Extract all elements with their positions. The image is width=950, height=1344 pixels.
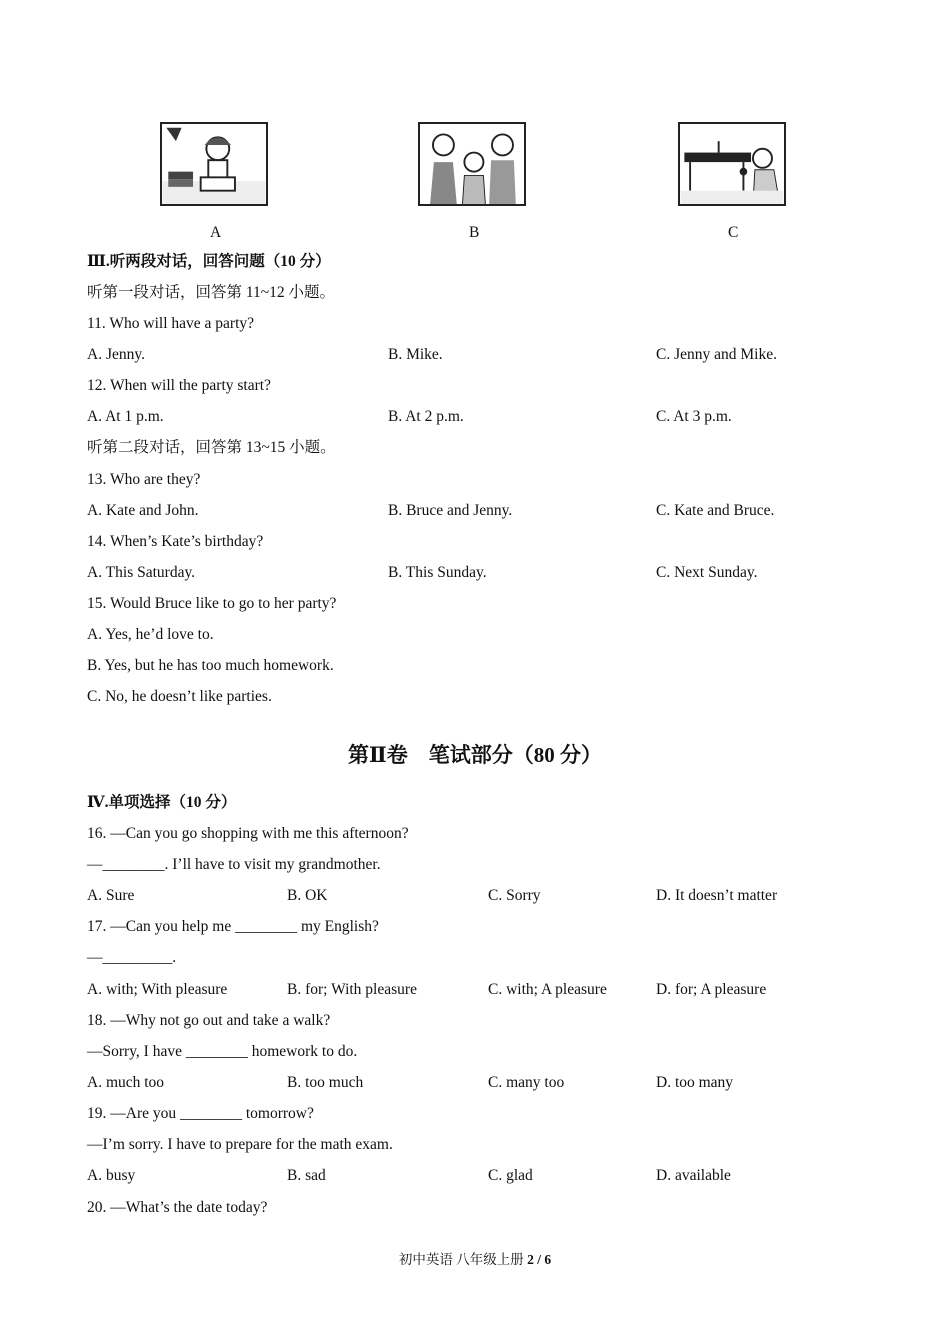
family-of-three-icon: [420, 124, 524, 204]
question-11: 11. Who will have a party?: [87, 315, 255, 332]
table-tennis-player-icon: [680, 124, 784, 204]
question-18: 18. —Why not go out and take a walk?: [87, 1012, 331, 1029]
q15-option-a: A. Yes, he’d love to.: [87, 626, 214, 643]
q13-option-c: C. Kate and Bruce.: [656, 502, 775, 519]
q19-option-d: D. available: [656, 1167, 731, 1184]
picture-b: [418, 122, 526, 206]
section3-intro1: 听第一段对话，回答第 11~12 小题。: [87, 284, 336, 301]
q19-option-b: B. sad: [287, 1167, 326, 1184]
q17-option-a: A. with; With pleasure: [87, 981, 228, 998]
q18-option-a: A. much too: [87, 1074, 165, 1091]
girl-reading-with-fan-icon: [162, 124, 266, 204]
q11-option-c: C. Jenny and Mike.: [656, 346, 777, 363]
question-12: 12. When will the party start?: [87, 377, 271, 394]
picture-label-a: A: [210, 224, 222, 241]
q16-option-c: C. Sorry: [488, 887, 541, 904]
question-20: 20. —What’s the date today?: [87, 1199, 268, 1216]
q16-option-a: A. Sure: [87, 887, 135, 904]
q18-option-d: D. too many: [656, 1074, 734, 1091]
question-13: 13. Who are they?: [87, 471, 201, 488]
picture-label-b: B: [469, 224, 480, 241]
q15-option-b: B. Yes, but he has too much homework.: [87, 657, 334, 674]
footer-subject: 初中英语 八年级上册: [398, 1252, 528, 1267]
question-16: 16. —Can you go shopping with me this afternoon?: [87, 825, 409, 842]
q14-option-b: B. This Sunday.: [388, 564, 487, 581]
page-footer: [0, 1248, 950, 1268]
section3-intro2: 听第二段对话，回答第 13~15 小题。: [87, 439, 336, 456]
q13-option-b: B. Bruce and Jenny.: [388, 502, 513, 519]
footer-page-number: 2 / 6: [527, 1252, 552, 1267]
picture-label-c: C: [728, 224, 739, 241]
q11-option-a: A. Jenny.: [87, 346, 145, 363]
q16-option-b: B. OK: [287, 887, 328, 904]
question-14: 14. When’s Kate’s birthday?: [87, 533, 264, 550]
part2-title: 第Ⅱ卷 笔试部分（80 分）: [348, 743, 602, 767]
picture-a: [160, 122, 268, 206]
question-16-answer-line: —________. I’ll have to visit my grandmother.: [87, 856, 381, 873]
section3-heading: Ⅲ.听两段对话，回答问题（10 分）: [87, 253, 331, 270]
question-19: 19. —Are you ________ tomorrow?: [87, 1105, 314, 1122]
q17-option-d: D. for; A pleasure: [656, 981, 767, 998]
q12-option-a: A. At 1 p.m.: [87, 408, 164, 425]
q18-option-b: B. too much: [287, 1074, 364, 1091]
q19-option-a: A. busy: [87, 1167, 136, 1184]
question-18-answer-line: —Sorry, I have ________ homework to do.: [87, 1043, 358, 1060]
q12-option-b: B. At 2 p.m.: [388, 408, 464, 425]
question-17: 17. —Can you help me ________ my English?: [87, 918, 379, 935]
q18-option-c: C. many too: [488, 1074, 565, 1091]
q19-option-c: C. glad: [488, 1167, 533, 1184]
q15-option-c: C. No, he doesn’t like parties.: [87, 688, 272, 705]
q16-option-d: D. It doesn’t matter: [656, 887, 778, 904]
q14-option-c: C. Next Sunday.: [656, 564, 758, 581]
q11-option-b: B. Mike.: [388, 346, 443, 363]
q17-option-c: C. with; A pleasure: [488, 981, 607, 998]
q14-option-a: A. This Saturday.: [87, 564, 196, 581]
q12-option-c: C. At 3 p.m.: [656, 408, 732, 425]
question-17-answer-line: —_________.: [87, 949, 177, 966]
question-15: 15. Would Bruce like to go to her party?: [87, 595, 337, 612]
section4-heading: Ⅳ.单项选择（10 分）: [87, 794, 237, 811]
question-19-answer-line: —I’m sorry. I have to prepare for the math exam.: [87, 1136, 393, 1153]
picture-c: [678, 122, 786, 206]
q17-option-b: B. for; With pleasure: [287, 981, 417, 998]
q13-option-a: A. Kate and John.: [87, 502, 199, 519]
